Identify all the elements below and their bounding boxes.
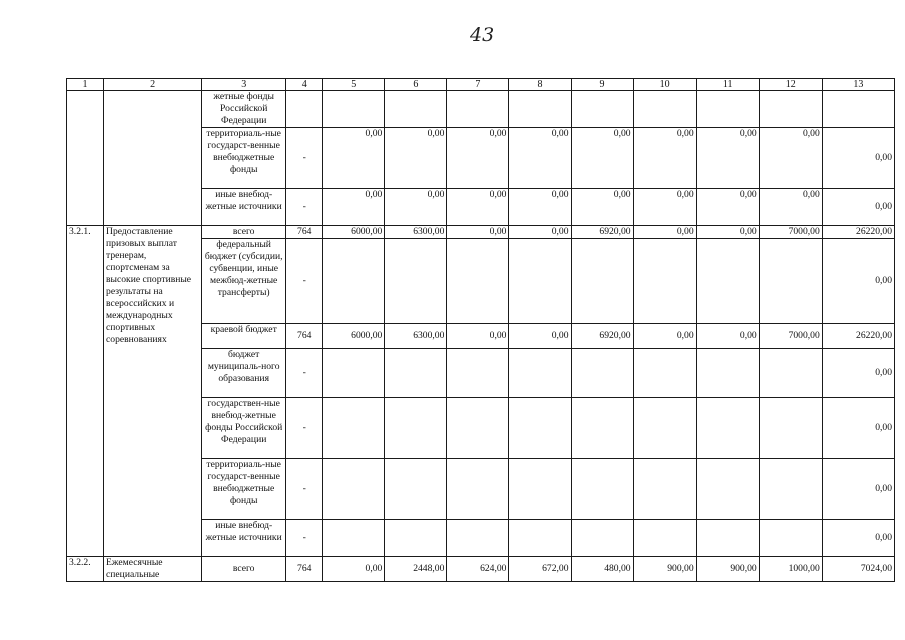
year-value-cell <box>323 91 385 128</box>
year-value-cell: 0,00 <box>571 189 633 226</box>
year-value-cell: 900,00 <box>696 557 759 582</box>
year-value-cell <box>447 239 509 324</box>
year-value-cell <box>323 520 385 557</box>
year-value-cell <box>696 520 759 557</box>
year-value-cell <box>759 91 822 128</box>
year-value-cell <box>447 91 509 128</box>
funding-source-cell: краевой бюджет <box>202 324 286 349</box>
year-value-cell <box>759 349 822 398</box>
year-value-cell: 6000,00 <box>323 324 385 349</box>
item-name-cell: Ежемесячные специальные <box>104 557 202 582</box>
year-value-cell: 0,00 <box>323 557 385 582</box>
year-value-cell <box>447 349 509 398</box>
year-value-cell <box>759 520 822 557</box>
year-value-cell <box>509 398 571 459</box>
grbs-cell: - <box>286 189 323 226</box>
year-value-cell: 900,00 <box>633 557 696 582</box>
year-value-cell: 0,00 <box>696 128 759 189</box>
year-value-cell <box>696 459 759 520</box>
year-value-cell: 0,00 <box>323 189 385 226</box>
year-value-cell <box>323 459 385 520</box>
year-value-cell <box>633 239 696 324</box>
year-value-cell <box>385 91 447 128</box>
total-value-cell: 0,00 <box>822 189 894 226</box>
year-value-cell <box>571 239 633 324</box>
funding-source-cell: территориаль-ные государст-венные внебюджетные фонды <box>202 128 286 189</box>
total-value-cell: 0,00 <box>822 128 894 189</box>
year-value-cell <box>633 520 696 557</box>
item-name-cell: Предоставление призовых выплат тренерам, спортсменам за высокие спортивные результаты на всероссийских и международных спортивных соревнованиях <box>104 226 202 557</box>
year-value-cell <box>571 398 633 459</box>
year-value-cell <box>696 349 759 398</box>
year-value-cell <box>633 398 696 459</box>
year-value-cell: 0,00 <box>385 189 447 226</box>
year-value-cell <box>633 459 696 520</box>
year-value-cell <box>571 520 633 557</box>
year-value-cell <box>385 239 447 324</box>
year-value-cell: 0,00 <box>696 226 759 239</box>
year-value-cell: 480,00 <box>571 557 633 582</box>
year-value-cell <box>509 239 571 324</box>
year-value-cell <box>759 398 822 459</box>
year-value-cell <box>447 459 509 520</box>
column-number: 1 <box>67 79 104 91</box>
year-value-cell <box>323 349 385 398</box>
grbs-cell: - <box>286 128 323 189</box>
year-value-cell <box>759 459 822 520</box>
funding-source-cell: государствен-ные внебюд-жетные фонды Российской Федерации <box>202 398 286 459</box>
year-value-cell: 1000,00 <box>759 557 822 582</box>
year-value-cell: 0,00 <box>633 324 696 349</box>
grbs-cell: 764 <box>286 324 323 349</box>
year-value-cell <box>633 91 696 128</box>
year-value-cell: 0,00 <box>509 324 571 349</box>
total-value-cell: 26220,00 <box>822 324 894 349</box>
year-value-cell <box>385 459 447 520</box>
year-value-cell <box>509 349 571 398</box>
year-value-cell: 0,00 <box>759 128 822 189</box>
year-value-cell: 2448,00 <box>385 557 447 582</box>
grbs-cell: - <box>286 349 323 398</box>
grbs-cell: 764 <box>286 557 323 582</box>
grbs-cell <box>286 91 323 128</box>
grbs-cell: 764 <box>286 226 323 239</box>
column-number: 2 <box>104 79 202 91</box>
year-value-cell: 0,00 <box>509 189 571 226</box>
year-value-cell: 0,00 <box>509 128 571 189</box>
table-row <box>67 226 895 239</box>
funding-source-cell: всего <box>202 226 286 239</box>
item-code-cell <box>67 91 104 226</box>
year-value-cell: 6000,00 <box>323 226 385 239</box>
year-value-cell: 7000,00 <box>759 226 822 239</box>
column-number: 12 <box>759 79 822 91</box>
year-value-cell: 0,00 <box>633 226 696 239</box>
year-value-cell <box>759 239 822 324</box>
year-value-cell <box>385 398 447 459</box>
year-value-cell: 6300,00 <box>385 324 447 349</box>
budget-table <box>66 78 895 582</box>
funding-source-cell: иные внебюд-жетные источники <box>202 520 286 557</box>
funding-source-cell: бюджет муниципаль-ного образования <box>202 349 286 398</box>
year-value-cell <box>571 349 633 398</box>
year-value-cell: 0,00 <box>323 128 385 189</box>
total-value-cell: 0,00 <box>822 239 894 324</box>
total-value-cell: 26220,00 <box>822 226 894 239</box>
column-number: 4 <box>286 79 323 91</box>
funding-source-cell: всего <box>202 557 286 582</box>
grbs-cell: - <box>286 398 323 459</box>
year-value-cell: 0,00 <box>385 128 447 189</box>
column-number: 11 <box>696 79 759 91</box>
year-value-cell: 6920,00 <box>571 226 633 239</box>
year-value-cell <box>571 91 633 128</box>
table-row <box>67 557 895 582</box>
year-value-cell <box>696 398 759 459</box>
year-value-cell: 0,00 <box>571 128 633 189</box>
year-value-cell <box>696 239 759 324</box>
year-value-cell <box>633 349 696 398</box>
column-number: 9 <box>571 79 633 91</box>
item-name-cell <box>104 91 202 226</box>
column-number: 6 <box>385 79 447 91</box>
table-row <box>67 91 895 128</box>
total-value-cell: 0,00 <box>822 398 894 459</box>
year-value-cell <box>447 520 509 557</box>
column-number: 13 <box>822 79 894 91</box>
funding-source-cell: территориаль-ные государст-венные внебюджетные фонды <box>202 459 286 520</box>
total-value-cell: 0,00 <box>822 349 894 398</box>
year-value-cell: 0,00 <box>696 324 759 349</box>
total-value-cell: 0,00 <box>822 459 894 520</box>
year-value-cell: 0,00 <box>633 128 696 189</box>
item-code-cell: 3.2.1. <box>67 226 104 557</box>
total-value-cell: 7024,00 <box>822 557 894 582</box>
item-code-cell: 3.2.2. <box>67 557 104 582</box>
year-value-cell <box>323 239 385 324</box>
column-number: 8 <box>509 79 571 91</box>
funding-source-cell: жетные фонды Российской Федерации <box>202 91 286 128</box>
year-value-cell: 0,00 <box>696 189 759 226</box>
column-number: 7 <box>447 79 509 91</box>
year-value-cell <box>509 91 571 128</box>
year-value-cell: 672,00 <box>509 557 571 582</box>
year-value-cell: 0,00 <box>447 324 509 349</box>
year-value-cell: 0,00 <box>759 189 822 226</box>
year-value-cell: 0,00 <box>447 226 509 239</box>
year-value-cell: 0,00 <box>633 189 696 226</box>
year-value-cell <box>385 520 447 557</box>
year-value-cell <box>696 91 759 128</box>
page-number: 43 <box>470 24 495 46</box>
year-value-cell <box>509 520 571 557</box>
column-number: 5 <box>323 79 385 91</box>
year-value-cell <box>447 398 509 459</box>
funding-source-cell: иные внебюд-жетные источники <box>202 189 286 226</box>
year-value-cell <box>385 349 447 398</box>
year-value-cell: 6920,00 <box>571 324 633 349</box>
year-value-cell: 0,00 <box>447 189 509 226</box>
funding-source-cell: федеральный бюджет (субсидии, субвенции, иные межбюд-жетные трансферты) <box>202 239 286 324</box>
grbs-cell: - <box>286 520 323 557</box>
year-value-cell: 0,00 <box>447 128 509 189</box>
column-number: 3 <box>202 79 286 91</box>
column-number-row <box>67 79 895 91</box>
total-value-cell: 0,00 <box>822 520 894 557</box>
year-value-cell: 624,00 <box>447 557 509 582</box>
year-value-cell: 0,00 <box>509 226 571 239</box>
year-value-cell: 7000,00 <box>759 324 822 349</box>
year-value-cell <box>509 459 571 520</box>
total-value-cell <box>822 91 894 128</box>
year-value-cell <box>323 398 385 459</box>
grbs-cell: - <box>286 239 323 324</box>
column-number: 10 <box>633 79 696 91</box>
grbs-cell: - <box>286 459 323 520</box>
year-value-cell: 6300,00 <box>385 226 447 239</box>
year-value-cell <box>571 459 633 520</box>
